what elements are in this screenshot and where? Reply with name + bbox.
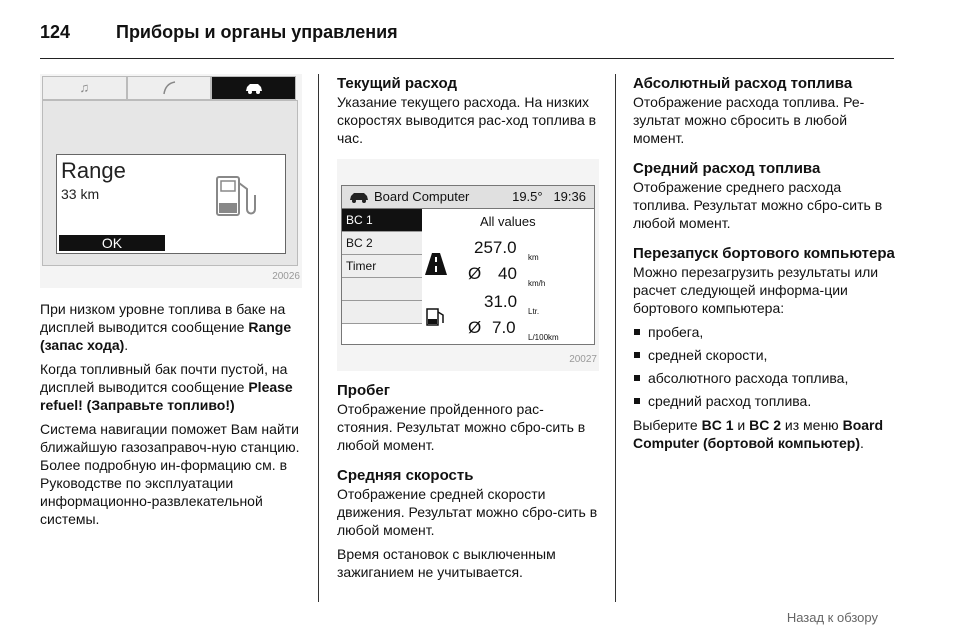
car-icon [244, 82, 264, 94]
bullet-icon [634, 352, 640, 358]
unit-2: km/h [528, 279, 546, 288]
value-3: 31.0 [484, 292, 518, 311]
car-icon [348, 191, 370, 203]
figure-number: 20027 [569, 354, 597, 365]
road-icon [424, 253, 448, 275]
diameter-symbol: Ø [468, 264, 482, 283]
menu-item-bc2[interactable]: BC 2 [342, 232, 422, 255]
tab-vehicle[interactable] [211, 76, 296, 100]
range-label: Range [61, 158, 126, 183]
phone-icon [161, 81, 177, 95]
bullet-icon [634, 329, 640, 335]
paragraph-stops: Время остановок с выключенным зажиганием не учитывается. [337, 546, 556, 580]
text: и [737, 417, 746, 433]
bullet-icon [634, 398, 640, 404]
list-item [633, 323, 895, 341]
reset-list [633, 323, 895, 410]
bullet-icon [634, 375, 640, 381]
paragraph-current-consumption: Указание текущего расхода. На низких скоростях выводится рас-ход топлива в час. [337, 94, 597, 146]
paragraph-mileage: Отображение пройденного рас-стояния. Результат можно сбро-сить в любой момент. [337, 401, 586, 453]
list-item-text: средней скорости, [648, 347, 768, 363]
list-item-text: пробега, [648, 324, 704, 340]
text: При низком уровне топлива в баке на дисплей выводится сообщение [40, 301, 286, 335]
menu-item-empty [342, 301, 422, 324]
figure-board-computer [337, 159, 599, 371]
paragraph-absolute-consumption: Отображение расхода топлива. Ре-зультат можно сбросить в любой момент. [633, 94, 865, 146]
all-values-label: All values [480, 214, 536, 229]
clock: 19:36 [553, 189, 586, 204]
unit-4: L/100km [528, 333, 559, 342]
tab-phone[interactable] [127, 76, 212, 100]
text: из меню [784, 417, 839, 433]
diameter-symbol: Ø [468, 318, 482, 337]
heading-average-speed: Средняя скорость [337, 467, 474, 484]
text-bold: BC 2 [749, 417, 782, 433]
text-bold: Please refuel! (Заправьте топливо!) [40, 379, 293, 413]
page-number: 124 [40, 22, 71, 42]
heading-average-consumption: Средний расход топлива [633, 160, 821, 177]
back-to-overview-link[interactable]: Назад к обзору [786, 610, 878, 625]
text-bold: BC 1 [701, 417, 734, 433]
column-2 [337, 74, 599, 587]
paragraph-restart-computer: Можно перезагрузить результаты или расчет следующей информа-ции бортового компьютера: [633, 264, 879, 316]
list-item [633, 346, 895, 364]
list-item [633, 392, 895, 410]
bc-values [424, 209, 594, 343]
menu-item-timer[interactable]: Timer [342, 255, 422, 278]
text: . [124, 337, 129, 353]
temperature: 19.5° [512, 189, 543, 204]
text: Когда топливный бак почти пустой, на дисплей выводится сообщение [40, 361, 288, 395]
list-item-text: абсолютного расхода топлива, [648, 370, 849, 386]
text-bold: Board Computer (бортовой компьютер) [633, 417, 884, 451]
paragraph-navigation: Система навигации поможет Вам найти ближайшую газозаправоч-ную станцию. Более подробную ин-формацию см. в Руководстве по эксплуатации информационно-развлекательной системы. [40, 421, 300, 527]
paragraph-refuel [40, 360, 302, 414]
column-divider-2 [615, 74, 616, 602]
board-computer-header [342, 186, 594, 209]
menu-item-empty [342, 278, 422, 301]
heading-restart-computer: Перезапуск бортового компьютера [633, 245, 895, 262]
bc-menu [342, 209, 422, 324]
heading-current-consumption: Текущий расход [337, 75, 457, 92]
fuel-pump-icon [426, 307, 446, 327]
paragraph-select-bc [633, 416, 895, 452]
page-header [40, 18, 894, 59]
display-tabs [42, 76, 296, 100]
column-3 [633, 74, 895, 458]
list-item-text: средний расход топлива. [648, 393, 812, 409]
ok-button[interactable]: OK [59, 235, 165, 251]
range-message [56, 154, 286, 254]
menu-item-bc1[interactable]: BC 1 [342, 209, 422, 232]
temperature-time [512, 186, 586, 208]
paragraph-average-consumption: Отображение среднего расхода топлива. Результат можно сбро-сить в любой момент. [633, 179, 883, 231]
list-item [633, 369, 895, 387]
column-1 [40, 74, 302, 534]
page-title: Приборы и органы управления [116, 22, 398, 42]
figure-number: 20026 [272, 271, 300, 282]
figure-range-display [40, 74, 302, 288]
music-note-icon: ♫ [79, 80, 90, 95]
unit-3: Ltr. [528, 307, 540, 316]
heading-mileage: Пробег [337, 382, 390, 399]
unit-1: km [528, 253, 539, 262]
board-computer-title: Board Computer [374, 189, 470, 204]
value-1: 257.0 [474, 238, 517, 257]
range-value: 33 km [61, 186, 100, 202]
text-bold: Range (запас хода) [40, 319, 292, 353]
paragraph-range [40, 300, 302, 354]
fuel-pump-icon [213, 173, 263, 219]
value-2: 40 [498, 264, 517, 283]
tab-audio[interactable] [42, 76, 127, 100]
text: Выберите [633, 417, 698, 433]
heading-absolute-consumption: Абсолютный расход топлива [633, 75, 853, 92]
value-4: 7.0 [492, 318, 516, 337]
board-computer-display [341, 185, 595, 345]
paragraph-average-speed: Отображение средней скорости движения. Результат можно сбро-сить в любой момент. [337, 486, 598, 538]
column-divider-1 [318, 74, 319, 602]
text: . [860, 435, 864, 451]
